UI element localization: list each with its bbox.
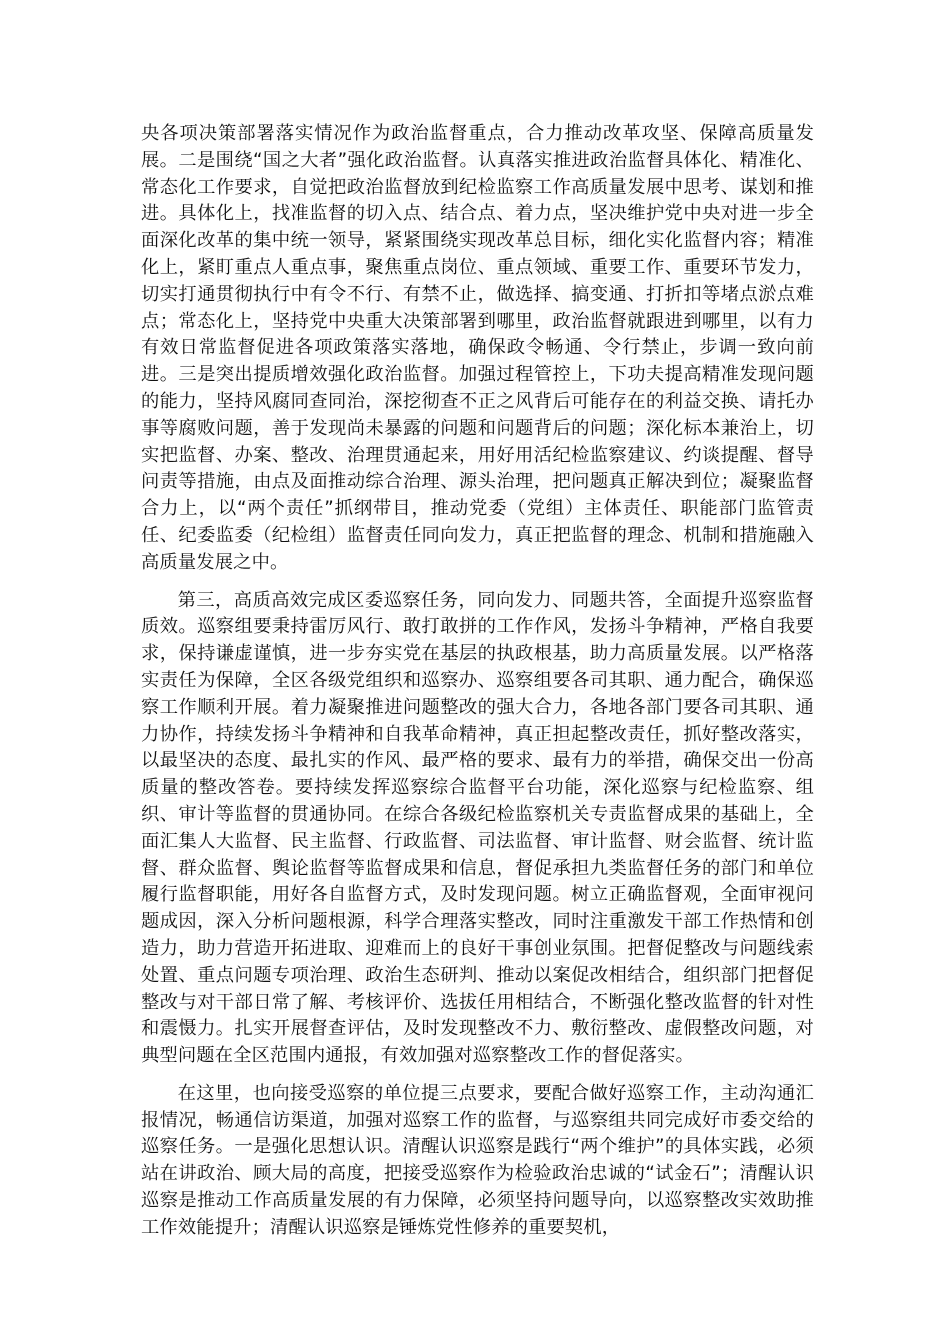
paragraph-inspection-tasks: 第三，高质高效完成区委巡察任务，同向发力、同题共答，全面提升巡察监督质效。巡察组要秉持雷厉风行、敢打敢拼的工作作风，发扬斗争精神，严格自我要求，保持谦虚谨慎，进一步夯实党在基层的执政根基，助力高质量发展。以严格落实责任为保障，全区各级党组织和巡察办、巡察组要各司其职、通力配合，确保巡察工作顺利开展。着力凝聚推进问题整改的强大合力，各地各部门要各司其职、通力协作，持续发扬斗争精神和自我革命精神，真正担起整改责任，抓好整改落实，以最坚决的态度、最扎实的作风、最严格的要求、最有力的举措，确保交出一份高质量的整改答卷。要持续发挥巡察综合监督平台功能，深化巡察与纪检监察、组织、审计等监督的贯通协同。在综合各级纪检监察机关专责监督成果的基础上，全面汇集人大监督、民主监督、行政监督、司法监督、审计监督、财会监督、统计监督、群众监督、舆论监督等监督成果和信息，督促承担九类监督任务的部门和单位履行监督职能，用好各自监督方式，及时发现问题。树立正确监督观，全面审视问题成因，深入分析问题根源，科学合理落实整改，同时注重激发干部工作热情和创造力，助力营造开拓进取、迎难而上的良好干事创业氛围。把督促整改与问题线索处置、重点问题专项治理、政治生态研判、推动以案促改相结合，组织部门把督促整改与对干部日常了解、考核评价、选拔任用相结合，不断强化整改监督的针对性和震慑力。扎实开展督查评估，及时发现整改不力、敷衍整改、虚假整改问题，对典型问题在全区范围内通报，有效加强对巡察整改工作的督促落实。 — [141, 589, 814, 1067]
paragraph-unit-requirements: 在这里，也向接受巡察的单位提三点要求，要配合做好巡察工作，主动沟通汇报情况，畅通信访渠道，加强对巡察工作的监督，与巡察组共同完成好市委交给的巡察任务。一是强化思想认识。清醒认识巡察是践行“两个维护”的具体实践，必须站在讲政治、顾大局的高度，把接受巡察作为检验政治忠诚的“试金石”；清醒认识巡察是推动工作高质量发展的有力保障，必须坚持问题导向，以巡察整改实效助推工作效能提升；清醒认识巡察是锤炼党性修养的重要契机， — [141, 1082, 814, 1238]
paragraph-political-supervision: 央各项决策部署落实情况作为政治监督重点，合力推动改革攻坚、保障高质量发展。二是围绕“国之大者”强化政治监督。认真落实推进政治监督具体化、精准化、常态化工作要求，自觉把政治监督放到纪检监察工作高质量发展中思考、谋划和推进。具体化上，找准监督的切入点、结合点、着力点，坚决维护党中央对进一步全面深化改革的集中统一领导，紧紧围绕实现改革总目标，细化实化监督内容；精准化上，紧盯重点人重点事，聚焦重点岗位、重点领域、重要工作、重要环节发力，切实打通贯彻执行中有令不行、有禁不止，做选择、搞变通、打折扣等堵点淤点难点；常态化上，坚持党中央重大决策部署到哪里，政治监督就跟进到哪里，以有力有效日常监督促进各项政策落实落地，确保政令畅通、令行禁止，步调一致向前进。三是突出提质增效强化政治监督。加强过程管控上，下功夫提高精准发现问题的能力，坚持风腐同查同治，深挖彻查不正之风背后可能存在的利益交换、请托办事等腐败问题，善于发现尚未暴露的问题和问题背后的问题；深化标本兼治上，切实把监督、办案、整改、治理贯通起来，用好用活纪检监察建议、约谈提醒、督导问责等措施，由点及面推动综合治理、源头治理，把问题真正解决到位；凝聚监督合力上，以“两个责任”抓纲带目，推动党委（党组）主体责任、职能部门监管责任、纪委监委（纪检组）监督责任同向发力，真正把监督的理念、机制和措施融入高质量发展之中。 — [141, 123, 814, 573]
document-page — [141, 121, 814, 1242]
